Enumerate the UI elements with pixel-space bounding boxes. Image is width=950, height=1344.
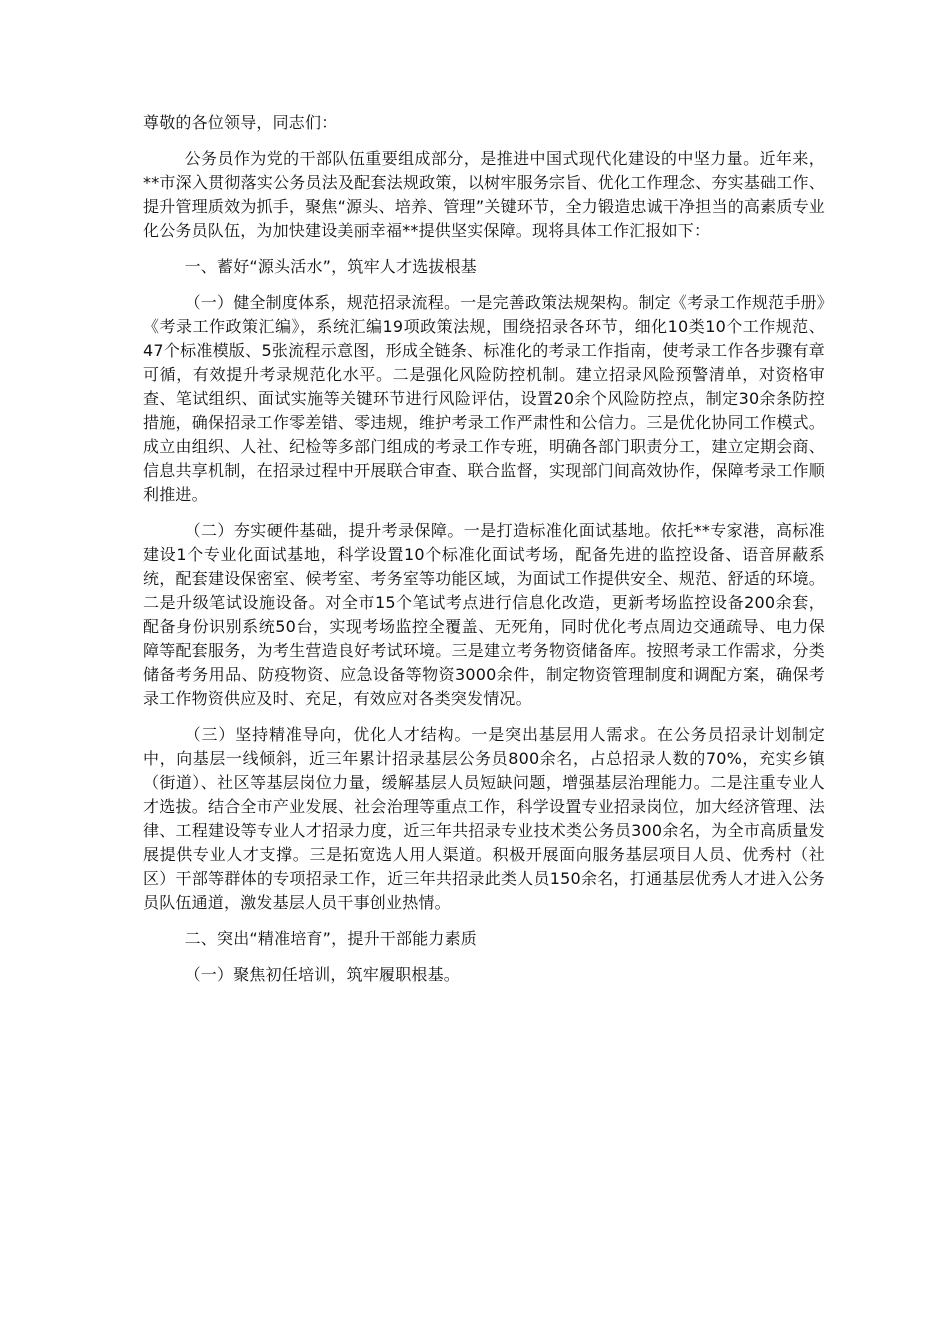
section-1-heading: 一、蓄好“源头活水”，筑牢人才选拔根基	[184, 257, 477, 276]
intro-paragraph: 公务员作为党的干部队伍重要组成部分，是推进中国式现代化建设的中坚力量。近年来，**市深入贯彻落实公务员法及配套法规政策，以树牢服务宗旨、优化工作理念、夯实基础工作、提升管理质效为抓手，聚焦“源头、培养、管理”关键环节，全力锻造忠诚干净担当的高素质专业化公务员队伍，为加快建设美丽幸福**提供坚实保障。现将具体工作汇报如下：	[143, 149, 825, 240]
document-page	[143, 111, 825, 999]
section-1-paragraph-1: （一）健全制度体系，规范招录流程。一是完善政策法规架构。制定《考录工作规范手册》《考录工作政策汇编》，系统汇编19项政策法规，围绕招录各环节，细化10类10个工作规范、47个标准模版、5张流程示意图，形成全链条、标准化的考录工作指南，使考录工作各步骤有章可循，有效提升考录规范化水平。二是强化风险防控机制。建立招录风险预警清单，对资格审查、笔试组织、面试实施等关键环节进行风险评估，设置20余个风险防控点，制定30余条防控措施，确保招录工作零差错、零违规，维护考录工作严肃性和公信力。三是优化协同工作模式。成立由组织、人社、纪检等多部门组成的考录工作专班，明确各部门职责分工，建立定期会商、信息共享机制，在招录过程中开展联合审查、联合监督，实现部门间高效协作，保障考录工作顺利推进。	[143, 293, 825, 504]
section-1-paragraph-3: （三）坚持精准导向，优化人才结构。一是突出基层用人需求。在公务员招录计划制定中，向基层一线倾斜，近三年累计招录基层公务员800余名，占总招录人数的70%，充实乡镇（街道）、社区等基层岗位力量，缓解基层人员短缺问题，增强基层治理能力。二是注重专业人才选拔。结合全市产业发展、社会治理等重点工作，科学设置专业招录岗位，加大经济管理、法律、工程建设等专业人才招录力度，近三年共招录专业技术类公务员300余名，为全市高质量发展提供专业人才支撑。三是拓宽选人用人渠道。积极开展面向服务基层项目人员、优秀村（社区）干部等群体的专项招录工作，近三年共招录此类人员150余名，打通基层优秀人才进入公务员队伍通道，激发基层人员干事创业热情。	[143, 725, 825, 912]
salutation: 尊敬的各位领导，同志们：	[143, 113, 338, 132]
section-2-heading: 二、突出“精准培育”，提升干部能力素质	[184, 929, 477, 948]
section-2-paragraph-1: （一）聚焦初任培训，筑牢履职根基。	[184, 965, 460, 984]
section-1-paragraph-2: （二）夯实硬件基础，提升考录保障。一是打造标准化面试基地。依托**专家港，高标准建设1个专业化面试基地，科学设置10个标准化面试考场，配备先进的监控设备、语音屏蔽系统，配套建设保密室、候考室、考务室等功能区域，为面试工作提供安全、规范、舒适的环境。二是升级笔试设施设备。对全市15个笔试考点进行信息化改造，更新考场监控设备200余套，配备身份识别系统50台，实现考场监控全覆盖、无死角，同时优化考点周边交通疏导、电力保障等配套服务，为考生营造良好考试环境。三是建立考务物资储备库。按照考录工作需求，分类储备考务用品、防疫物资、应急设备等物资3000余件，制定物资管理制度和调配方案，确保考录工作物资供应及时、充足，有效应对各类突发情况。	[143, 521, 825, 708]
